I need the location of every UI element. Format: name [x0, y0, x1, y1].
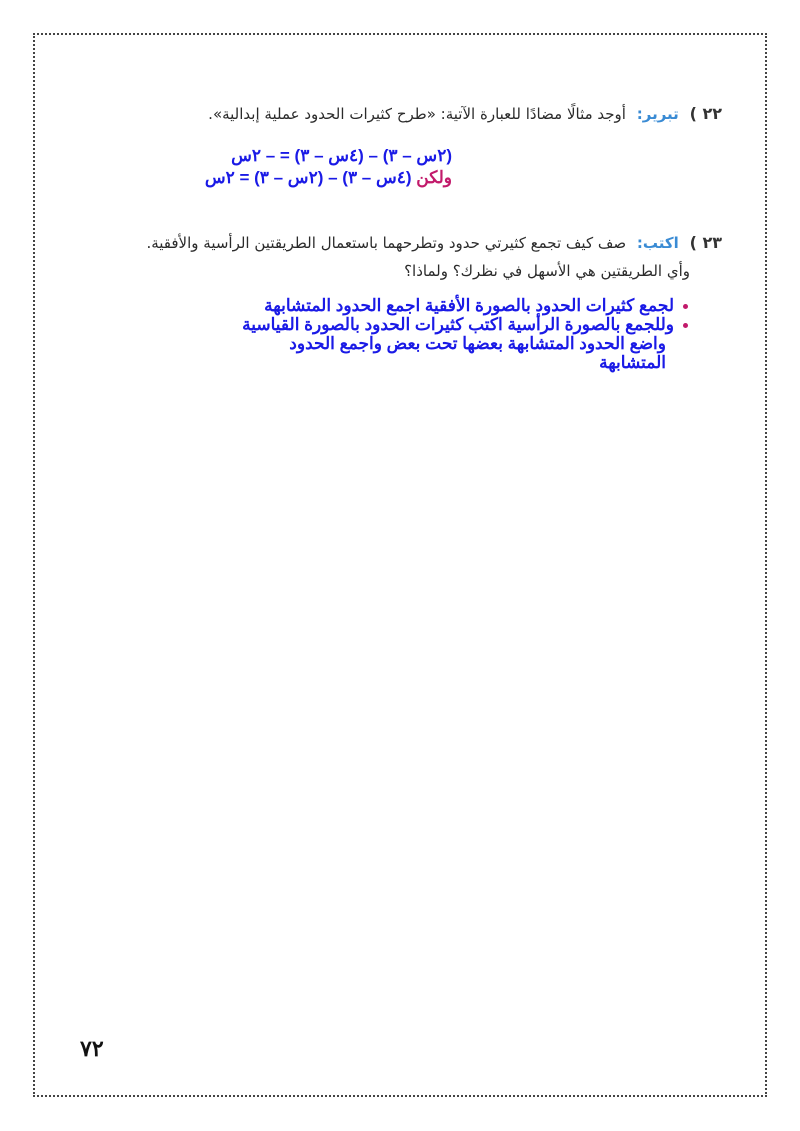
answer-22-line-1	[231, 146, 452, 166]
answer-23-item-1: لجمع كثيرات الحدود بالصورة الأفقية اجمع الحدود المتشابهة	[264, 296, 674, 315]
bullet-icon	[683, 323, 688, 328]
list-item	[128, 296, 688, 315]
list-item-continuation	[128, 353, 688, 372]
page-border	[33, 33, 767, 1097]
bullet-icon	[683, 304, 688, 309]
question-22-text: أوجد مثالًا مضادًا للعبارة الآتية: «طرح كثيرات الحدود عملية إبدالية».	[208, 105, 626, 123]
page-number: ٧٢	[80, 1036, 104, 1061]
answer-23	[128, 296, 688, 372]
answer-22-line-2	[205, 168, 452, 188]
list-item	[128, 315, 688, 334]
question-22-tag: تبرير:	[636, 105, 679, 123]
question-23-line-2	[404, 262, 690, 280]
answer-23-list	[128, 296, 688, 372]
answer-23-continuation-2: المتشابهة	[599, 353, 666, 372]
question-23-tag: اكتب:	[636, 234, 679, 252]
question-23	[42, 233, 722, 252]
question-22	[62, 104, 722, 123]
answer-22-prefix: ولكن	[416, 168, 452, 187]
question-23-text-line-2: وأي الطريقتين هي الأسهل في نظرك؟ ولماذا؟	[404, 262, 690, 280]
list-item-continuation	[128, 334, 688, 353]
answer-23-item-2: وللجمع بالصورة الرأسية اكتب كثيرات الحدود بالصورة القياسية	[242, 315, 674, 334]
question-23-number: ٢٣ )	[689, 233, 722, 252]
question-22-number: ٢٢ )	[689, 104, 722, 123]
question-23-text-line-1: صف كيف تجمع كثيرتي حدود وتطرحهما باستعمال الطريقتين الرأسية والأفقية.	[146, 234, 627, 252]
answer-22-line-2-text: (٤س – ٣) – (٢س – ٣) = ٢س	[204, 168, 412, 187]
answer-22-line-1-text: (٢س – ٣) – (٤س – ٣) = – ٢س	[231, 146, 452, 165]
answer-23-continuation-1: واضع الحدود المتشابهة بعضها تحت بعض واجمع الحدود	[289, 334, 666, 353]
